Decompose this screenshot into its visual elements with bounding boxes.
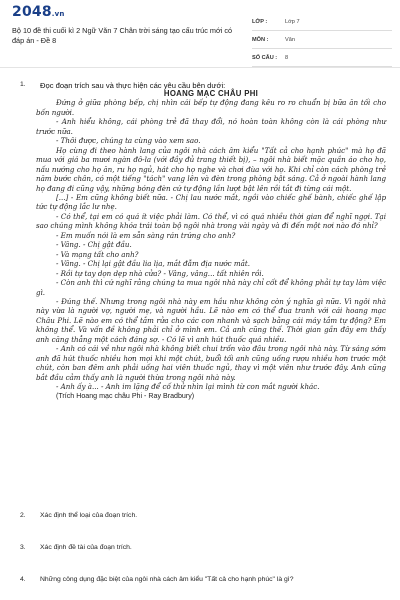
passage-paragraph: - Vâng. - Chị lại gật đầu lia lịa, mắt đẫm địa nước mắt.: [56, 259, 250, 269]
question-number: 1.: [20, 81, 26, 88]
question-number: 4.: [20, 576, 26, 583]
passage-title: HOANG MẠC CHÂU PHI: [163, 89, 259, 98]
passage-paragraph: Họ cùng đi theo hành lang của ngôi nhà cách âm kiểu "Tất cả cho hạnh phúc" mà họ đã mua với giá ba mươi ngàn đô-la (với đầy đủ trang thiết bị), – ngôi nhà biết mặc quần áo cho họ, nấu nướng cho họ ăn, ru họ ngủ, hát cho họ nghe và chơi đùa với họ. Khi chỉ còn cách phòng trẻ năm bước chân, có một tiếng "tách" vang lên và đèn trong phòng bật sáng. Cả ở ngoài hành lang họ đang đi cũng vậy, những bóng đèn cứ tự động lần lượt bật lên rồi tắt đi từng cái một.: [36, 145, 386, 193]
passage-paragraph: - Có thể, tại em có quá ít việc phải làm. Có thể, vì có quá nhiều thời gian để nghĩ ngợi. Tại sao chúng mình không khóa trái toàn bộ ngôi nhà trong vài ngày và đi đến một nơi nào đó nhỉ?: [36, 211, 386, 231]
passage-citation: (Trích Hoang mạc châu Phi - Ray Bradbury): [56, 391, 195, 400]
document-header: [0, 0, 400, 60]
document-title: Bộ 10 đề thi cuối kì 2 Ngữ Văn 7 Chân trời sáng tạo cấu trúc mới có đáp án - Đề 8: [12, 26, 233, 45]
meta-class: [252, 13, 392, 31]
meta-label: SỐ CÂU :: [252, 54, 278, 61]
passage-paragraph: - Vâng. - Chị gật đầu.: [56, 240, 132, 250]
question-3-text: Xác định đề tài của đoạn trích.: [40, 544, 132, 551]
passage-paragraph: - Rồi tự tay dọn dẹp nhà cửa? - Vâng, vâng... tất nhiên rồi.: [56, 268, 264, 278]
reading-passage: [36, 89, 386, 401]
passage-paragraph: - Và mạng tất cho anh?: [56, 249, 139, 259]
question-1-text: Đọc đoạn trích sau và thực hiện các yêu cầu bên dưới:: [40, 81, 226, 90]
meta-label: LỚP :: [252, 18, 268, 25]
passage-paragraph: - Anh hiểu không, cái phòng trẻ đã thay đổi, nó hoàn toàn không còn là cái phòng như trước nữa.: [36, 117, 386, 136]
passage-paragraph: - Còn anh thì cứ nghĩ rằng chúng ta mua ngôi nhà này chỉ cốt để không phải tự tay làm việc gì.: [36, 278, 386, 297]
meta-subject: [252, 31, 392, 49]
passage-paragraph: - Thôi được, chúng ta cùng vào xem sao.: [56, 136, 201, 146]
meta-value: Lớp 7: [285, 18, 300, 25]
question-number: 3.: [20, 544, 26, 551]
meta-question-count: [252, 49, 392, 67]
passage-paragraph: - Đúng thế. Nhưng trong ngôi nhà này em hầu như không còn ý nghĩa gì nữa. Vì ngôi nhà này vừa là người vợ, người mẹ, và người hầu. Lẽ nào em có thể đua tranh với cái hoang mạc Châu Phi. Lẽ nào em có thể tắm rửa cho các con nhanh và sạch bằng cái máy tắm tự động? Em không thể. Và vấn đề không phải chỉ ở mình em. Cả anh cũng thế. Thời gian gần đây em thấy anh căng thẳng một cách đáng sợ. - Có lẽ vì anh hút thuốc quá nhiều.: [36, 296, 386, 344]
question-4-text: Những công dụng đặc biệt của ngôi nhà cách âm kiểu "Tất cả cho hạnh phúc" là gì?: [40, 576, 294, 583]
meta-label: MÔN :: [252, 36, 269, 43]
header-divider: [0, 67, 400, 68]
question-number: 2.: [20, 512, 26, 519]
passage-paragraph: Đứng ở giữa phòng bếp, chị nhìn cái bếp tự động đang kêu ro ro chuẩn bị bữa ăn tối cho bốn người.: [36, 98, 386, 117]
document-meta: [252, 13, 392, 67]
question-2-text: Xác định thể loại của đoạn trích.: [40, 512, 138, 519]
passage-paragraph: - Em muốn nói là em sẵn sàng rán trứng cho anh?: [56, 230, 236, 240]
passage-paragraph: - Anh ấy à... - Anh im lặng để cố thử nhìn lại mình từ con mắt người khác.: [56, 382, 320, 392]
passage-paragraph: - Anh có cái về như ngôi nhà không biết chui trốn vào đâu trong ngôi nhà này. Từ sáng sớm anh đã hút thuốc nhiều hơn mọi khi một chút, buổi tối anh cũng uống rượu nhiều hơn trước một chút, còn ban đêm anh phải uống hai viên thuốc ngủ, thay vì một viên như trước đây. Anh cũng bắt đầu cảm thấy anh là người thừa trong ngôi nhà này.: [36, 344, 386, 382]
meta-value: 8: [285, 54, 289, 61]
logo-text: 2048: [12, 4, 52, 20]
site-logo[interactable]: [12, 4, 65, 20]
meta-value: Văn: [285, 36, 295, 43]
logo-suffix: .vn: [51, 10, 65, 18]
passage-paragraph: [...] - Em cũng không biết nữa. - Chị lau nước mắt, ngồi vào chiếc ghế bành, chiếc ghế lập tức tự động lắc lư nhẹ.: [36, 192, 386, 212]
